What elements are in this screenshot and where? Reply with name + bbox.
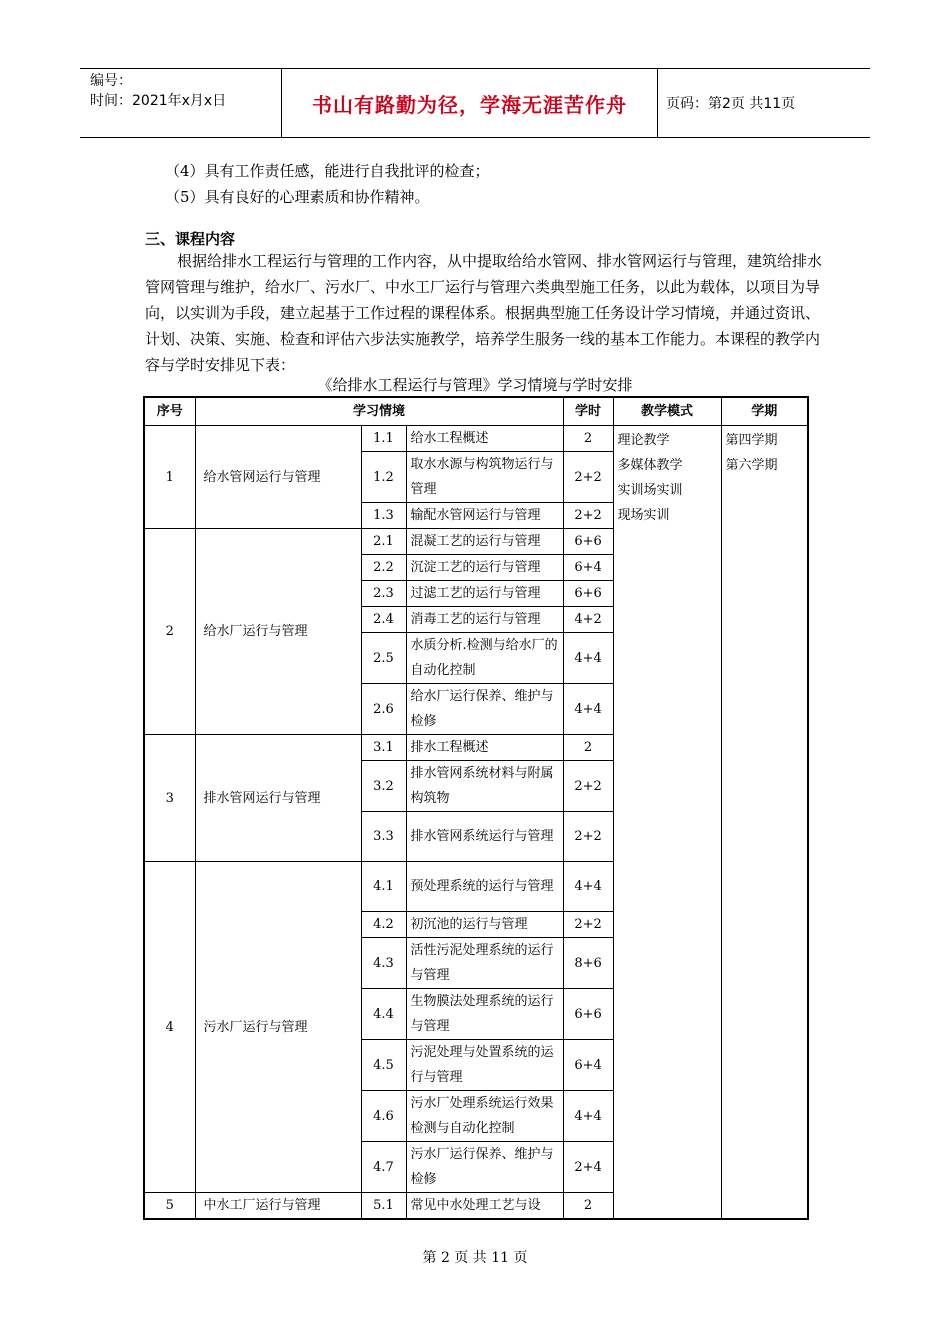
item-hours: 6+6 [563,989,613,1040]
term: 第四学期 [725,433,778,448]
table-caption: 《给排水工程运行与管理》学习情境与学时安排 [317,376,633,394]
section-paragraph: 根据给排水工程运行与管理的工作内容，从中提取给给水管网、排水管网运行与管理，建筑给排水管网管理与维护，给水厂、污水厂、中水工厂运行与管理六类典型施工任务，以此为载体，以项目为导向，以实训为手段，建立起基于工作过程的课程体系。根据典型施工任务设计学习情境，并通过资讯、计划、决策、实施、检查和评估六步法实施教学，培养学生服务一线的基本工作能力。本课程的教学内容与学时安排见下表： [145,252,823,374]
header-mode: 教学模式 [613,397,721,426]
item-title: 混凝工艺的运行与管理 [406,529,563,555]
teaching-mode: 多媒体教学 [617,458,683,473]
code-label: 编号： [90,73,132,89]
table-row [144,426,808,452]
item-title: 污水厂运行保养、维护与检修 [406,1142,563,1193]
item-hours: 2+2 [563,761,613,812]
item-number: 4.7 [361,1142,406,1193]
item-hours: 4+4 [563,684,613,735]
item-title: 常见中水处理工艺与设 [406,1193,563,1220]
item-hours: 2+2 [563,452,613,503]
item-number: 2.5 [361,633,406,684]
group-seq: 1 [144,426,195,529]
item-number: 5.1 [361,1193,406,1220]
item-hours: 2+2 [563,503,613,529]
item-hours: 6+6 [563,529,613,555]
item-number: 2.4 [361,607,406,633]
page-header [80,68,870,138]
item-title: 预处理系统的运行与管理 [406,862,563,912]
group-name: 给水厂运行与管理 [195,529,361,735]
item-number: 2.1 [361,529,406,555]
item-number: 1.3 [361,503,406,529]
table-body [144,426,808,1220]
item-title: 排水管网系统运行与管理 [406,812,563,862]
header-page-info: 页码：第2页 共11页 [666,96,796,112]
item-hours: 6+4 [563,555,613,581]
schedule-table [143,396,809,1220]
item-number: 3.1 [361,735,406,761]
group-seq: 4 [144,862,195,1193]
item-hours: 2 [563,1193,613,1220]
item-title: 排水管网系统材料与附属构筑物 [406,761,563,812]
item-hours: 6+4 [563,1040,613,1091]
item-title: 初沉池的运行与管理 [406,912,563,938]
group-seq: 3 [144,735,195,862]
item-title: 污水厂处理系统运行效果检测与自动化控制 [406,1091,563,1142]
item-title: 沉淀工艺的运行与管理 [406,555,563,581]
item-number: 3.2 [361,761,406,812]
teaching-modes [613,426,721,1220]
item-title: 消毒工艺的运行与管理 [406,607,563,633]
group-name: 污水厂运行与管理 [195,862,361,1193]
intro-item: （4）具有工作责任感，能进行自我批评的检查； [165,162,490,180]
item-number: 4.2 [361,912,406,938]
item-title: 水质分析.检测与给水厂的自动化控制 [406,633,563,684]
item-number: 2.2 [361,555,406,581]
header-situation: 学习情境 [195,397,563,426]
header-meta [80,69,282,137]
header-term: 学期 [721,397,808,426]
item-number: 4.4 [361,989,406,1040]
item-title: 给水工程概述 [406,426,563,452]
item-number: 1.1 [361,426,406,452]
header-seq: 序号 [144,397,195,426]
item-number: 4.1 [361,862,406,912]
item-hours: 4+4 [563,633,613,684]
item-hours: 4+4 [563,862,613,912]
group-name: 中水工厂运行与管理 [195,1193,361,1220]
item-title: 输配水管网运行与管理 [406,503,563,529]
teaching-mode: 现场实训 [617,508,670,523]
item-title: 污泥处理与处置系统的运行与管理 [406,1040,563,1091]
item-number: 4.6 [361,1091,406,1142]
item-title: 给水厂运行保养、维护与检修 [406,684,563,735]
terms [721,426,808,1220]
header-hours: 学时 [563,397,613,426]
time-label: 时间：2021年x月x日 [90,93,227,109]
item-title: 生物膜法处理系统的运行与管理 [406,989,563,1040]
group-seq: 5 [144,1193,195,1220]
section-heading: 三、课程内容 [145,230,236,248]
group-name: 给水管网运行与管理 [195,426,361,529]
item-number: 1.2 [361,452,406,503]
item-number: 2.3 [361,581,406,607]
item-hours: 6+6 [563,581,613,607]
group-name: 排水管网运行与管理 [195,735,361,862]
page-footer: 第 2 页 共 11 页 [422,1250,528,1266]
item-hours: 8+6 [563,938,613,989]
term: 第六学期 [725,458,778,473]
item-title: 取水水源与构筑物运行与管理 [406,452,563,503]
group-seq: 2 [144,529,195,735]
item-hours: 2 [563,426,613,452]
item-title: 过滤工艺的运行与管理 [406,581,563,607]
item-hours: 4+4 [563,1091,613,1142]
item-hours: 2 [563,735,613,761]
teaching-mode: 实训场实训 [617,483,683,498]
item-number: 4.5 [361,1040,406,1091]
table-header-row [144,397,808,426]
teaching-mode: 理论教学 [617,433,670,448]
item-hours: 2+4 [563,1142,613,1193]
item-number: 3.3 [361,812,406,862]
item-number: 4.3 [361,938,406,989]
item-hours: 2+2 [563,812,613,862]
item-title: 排水工程概述 [406,735,563,761]
intro-item: （5）具有良好的心理素质和协作精神。 [165,188,430,206]
item-number: 2.6 [361,684,406,735]
item-title: 活性污泥处理系统的运行与管理 [406,938,563,989]
item-hours: 2+2 [563,912,613,938]
item-hours: 4+2 [563,607,613,633]
header-motto: 书山有路勤为径，学海无涯苦作舟 [282,69,658,137]
